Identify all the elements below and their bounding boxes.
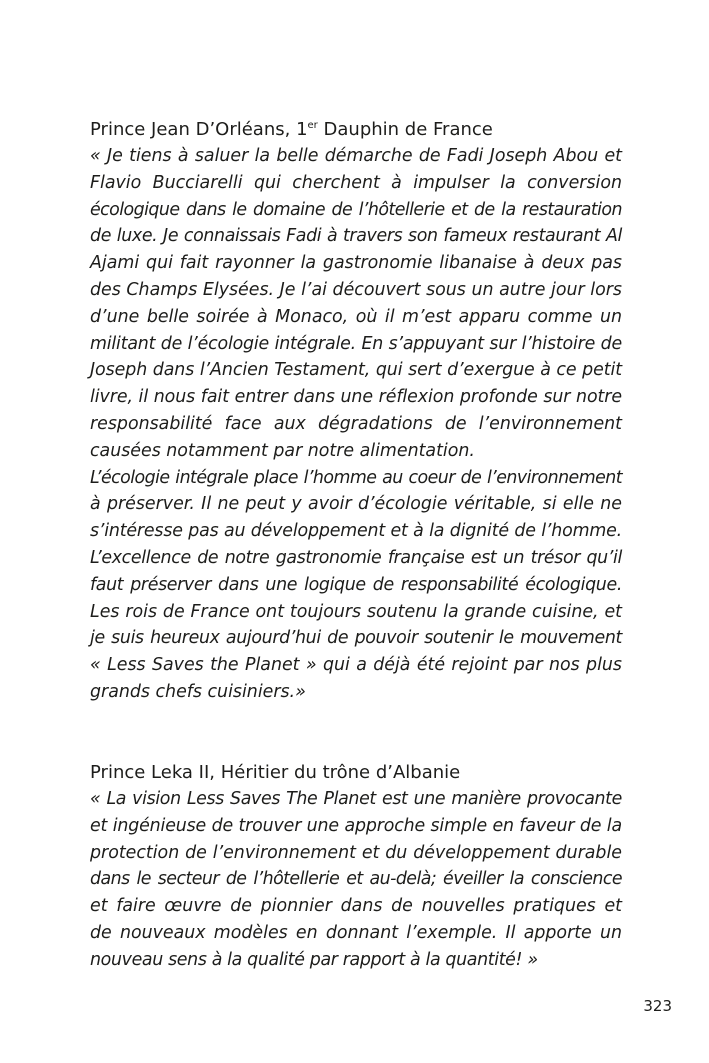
quote-line: Ajami qui fait rayonner la gastronomie libanaise à deux pas	[90, 253, 622, 274]
quote-line: « La vision Less Saves The Planet est une manière provocante	[90, 789, 622, 809]
heading-text-rest: Dauphin de France	[317, 119, 493, 140]
quote-line: d’une belle soirée à Monaco, où il m’est apparu comme un	[90, 306, 622, 327]
quote-line: grands chefs cuisiniers.»	[90, 681, 306, 702]
quote-line: je suis heureux aujourd’hui de pouvoir soutenir le mouvement	[90, 628, 622, 649]
quote-line: dans le secteur de l’hôtellerie et au-delà; éveiller la conscience	[90, 869, 622, 890]
quote-line: s’intéresse pas au développement et à la dignité de l’homme.	[90, 521, 622, 542]
quote-line: et ingénieuse de trouver une approche simple en faveur de la	[90, 815, 622, 836]
quote-line: « Je tiens à saluer la belle démarche de Fadi Joseph Abou et	[90, 146, 622, 166]
testimonial-quote	[90, 786, 622, 974]
quote-line: et faire œuvre de pionnier dans de nouvelles pratiques et	[90, 896, 622, 917]
quote-line: L’écologie intégrale place l’homme au coeur de l’environnement	[90, 467, 622, 488]
quote-line: protection de l’environnement et du développement durable	[90, 842, 622, 863]
quote-line: responsabilité face aux dégradations de l’environnement	[90, 413, 622, 434]
quote-line: Les rois de France ont toujours soutenu la grande cuisine, et	[90, 601, 622, 622]
testimonial-quote	[90, 143, 622, 706]
quote-line: causées notamment par notre alimentation.	[90, 440, 475, 461]
quote-line: livre, il nous fait entrer dans une réflexion profonde sur notre	[90, 387, 622, 408]
quote-line: de luxe. Je connaissais Fadi à travers son fameux restaurant Al	[90, 226, 622, 247]
heading-superscript: er	[307, 120, 318, 131]
section-heading	[90, 759, 622, 786]
quote-line: Flavio Bucciarelli qui cherchent à impulser la conversion	[90, 172, 622, 193]
page-number: 323	[643, 997, 672, 1015]
testimonial-jean-dorleans	[90, 116, 622, 706]
quote-line: militant de l’écologie intégrale. En s’appuyant sur l’histoire de	[90, 333, 622, 354]
section-heading	[90, 116, 622, 143]
quote-line: L’excellence de notre gastronomie française est un trésor qu’il	[90, 547, 622, 568]
quote-line: de nouveaux modèles en donnant l’exemple. Il apporte un	[90, 922, 622, 943]
heading-text: Prince Leka II, Héritier du trône d’Albanie	[90, 762, 461, 783]
quote-line: des Champs Elysées. Je l’ai découvert sous un autre jour lors	[90, 279, 622, 300]
quote-line: écologique dans le domaine de l’hôtellerie et de la restauration	[90, 199, 622, 220]
heading-text: Prince Jean D’Orléans, 1	[90, 119, 308, 140]
quote-line: nouveau sens à la qualité par rapport à la quantité! »	[90, 949, 538, 970]
quote-line: Joseph dans l’Ancien Testament, qui sert d’exergue à ce petit	[90, 360, 622, 381]
quote-line: « Less Saves the Planet » qui a déjà été rejoint par nos plus	[90, 655, 622, 676]
quote-line: faut préserver dans une logique de responsabilité écologique.	[90, 574, 622, 595]
testimonial-leka-ii	[90, 759, 622, 974]
quote-line: à préserver. Il ne peut y avoir d’écologie véritable, si elle ne	[90, 494, 622, 515]
